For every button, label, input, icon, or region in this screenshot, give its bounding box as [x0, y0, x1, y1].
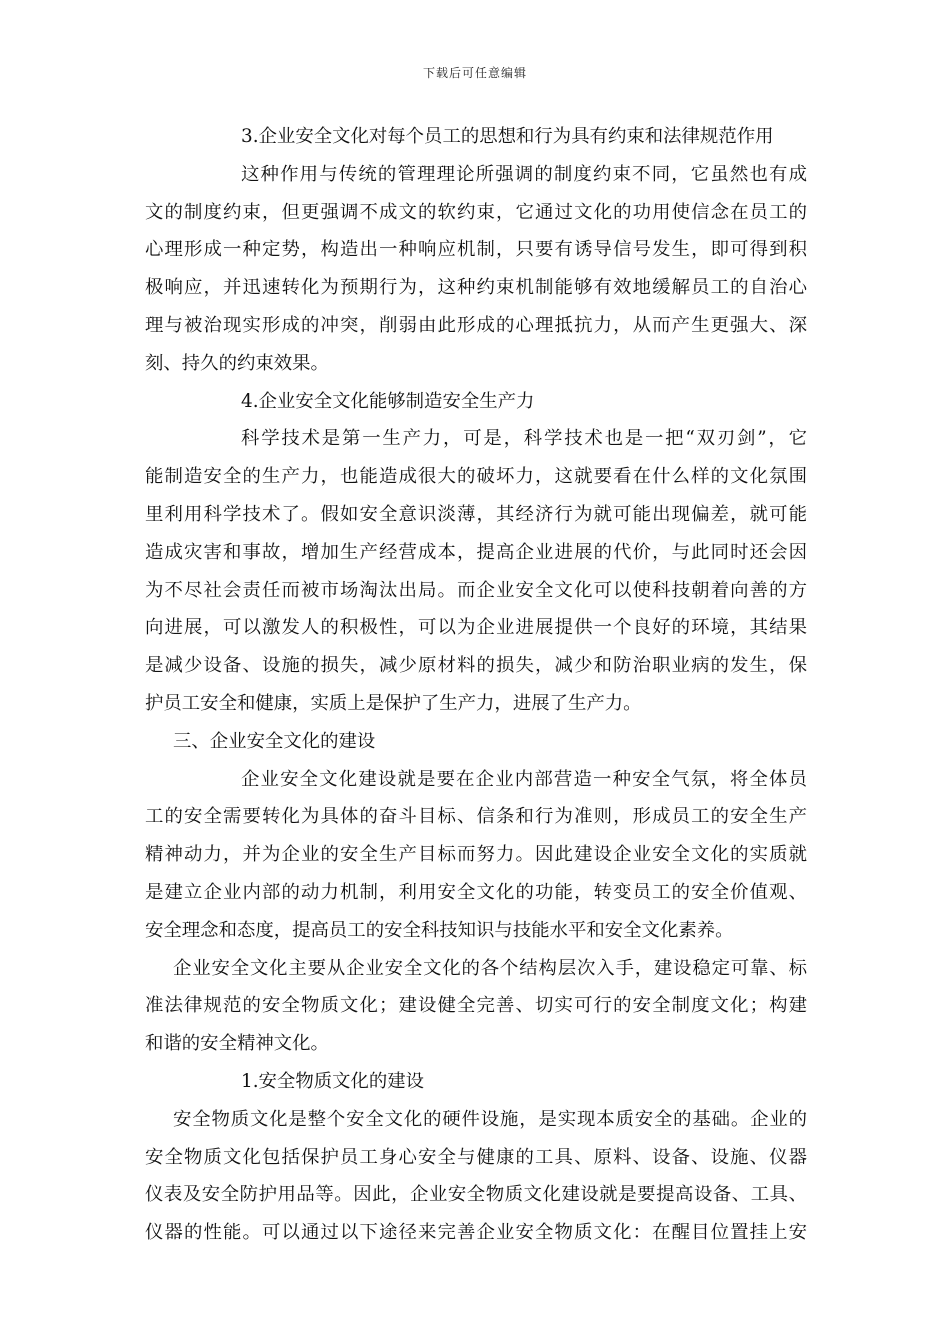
text-line: 工的安全需要转化为具体的奋斗目标、信条和行为准则，形成员工的安全生产: [145, 806, 807, 828]
body-text: [145, 118, 807, 1252]
text-line: 安全理念和态度，提高员工的安全科技知识与技能水平和安全文化素养。: [145, 919, 734, 941]
text-line: 为不尽社会责任而被市场淘汰出局。而企业安全文化可以使科技朝着向善的方: [145, 579, 807, 601]
text-line: 仪器的性能。可以通过以下途径来完善企业安全物质文化：在醒目位置挂上安: [145, 1222, 807, 1244]
text-line: 是建立企业内部的动力机制，利用安全文化的功能，转变员工的安全价值观、: [145, 881, 807, 903]
text-line: 3.企业安全文化对每个员工的思想和行为具有约束和法律规范作用: [241, 126, 774, 147]
text-line: 这种作用与传统的管理理论所强调的制度约束不同，它虽然也有成: [241, 163, 807, 185]
text-line: 4.企业安全文化能够制造安全生产力: [241, 390, 535, 412]
text-line: 刻、持久的约束效果。: [145, 352, 329, 374]
text-line: 1.安全物质文化的建设: [241, 1070, 425, 1092]
text-line: 心理形成一种定势，构造出一种响应机制，只要有诱导信号发生，即可得到积: [145, 239, 807, 261]
text-line: 理与被治现实形成的冲突，削弱由此形成的心理抵抗力，从而产生更强大、深: [145, 314, 807, 336]
text-line: 能制造安全的生产力，也能造成很大的破坏力，这就要看在什么样的文化氛围: [145, 466, 807, 488]
text-line: 造成灾害和事故，增加生产经营成本，提高企业进展的代价，与此同时还会因: [145, 541, 807, 563]
text-line: 和谐的安全精神文化。: [145, 1033, 329, 1055]
text-line: 护员工安全和健康，实质上是保护了生产力，进展了生产力。: [145, 692, 642, 714]
text-line: 向进展，可以激发人的积极性，可以为企业进展提供一个良好的环境，其结果: [145, 617, 807, 639]
page-header: 下载后可任意编辑: [422, 66, 527, 80]
text-line: 企业安全文化主要从企业安全文化的各个结构层次入手，建设稳定可靠、标: [173, 957, 807, 979]
text-line: 准法律规范的安全物质文化；建设健全完善、切实可行的安全制度文化；构建: [145, 995, 807, 1017]
text-line: 是减少设备、设施的损失，减少原材料的损失，减少和防治职业病的发生，保: [145, 655, 807, 677]
text-line: 精神动力，并为企业的安全生产目标而努力。因此建设企业安全文化的实质就: [145, 844, 807, 866]
text-line: 文的制度约束，但更强调不成文的软约束，它通过文化的功用使信念在员工的: [145, 201, 807, 223]
text-line: 安全物质文化是整个安全文化的硬件设施，是实现本质安全的基础。企业的: [173, 1108, 807, 1130]
text-line: 科学技术是第一生产力，可是，科学技术也是一把“双刃剑”，它: [241, 428, 807, 450]
text-line: 企业安全文化建设就是要在企业内部营造一种安全气氛，将全体员: [241, 768, 807, 790]
text-line: 仪表及安全防护用品等。因此，企业安全物质文化建设就是要提高设备、工具、: [145, 1184, 807, 1206]
text-line: 极响应，并迅速转化为预期行为，这种约束机制能够有效地缓解员工的自治心: [145, 277, 807, 299]
text-line: 里利用科学技术了。假如安全意识淡薄，其经济行为就可能出现偏差，就可能: [145, 503, 807, 525]
text-line: 安全物质文化包括保护员工身心安全与健康的工具、原料、设备、设施、仪器: [145, 1146, 807, 1168]
text-line: 三、企业安全文化的建设: [173, 730, 376, 752]
